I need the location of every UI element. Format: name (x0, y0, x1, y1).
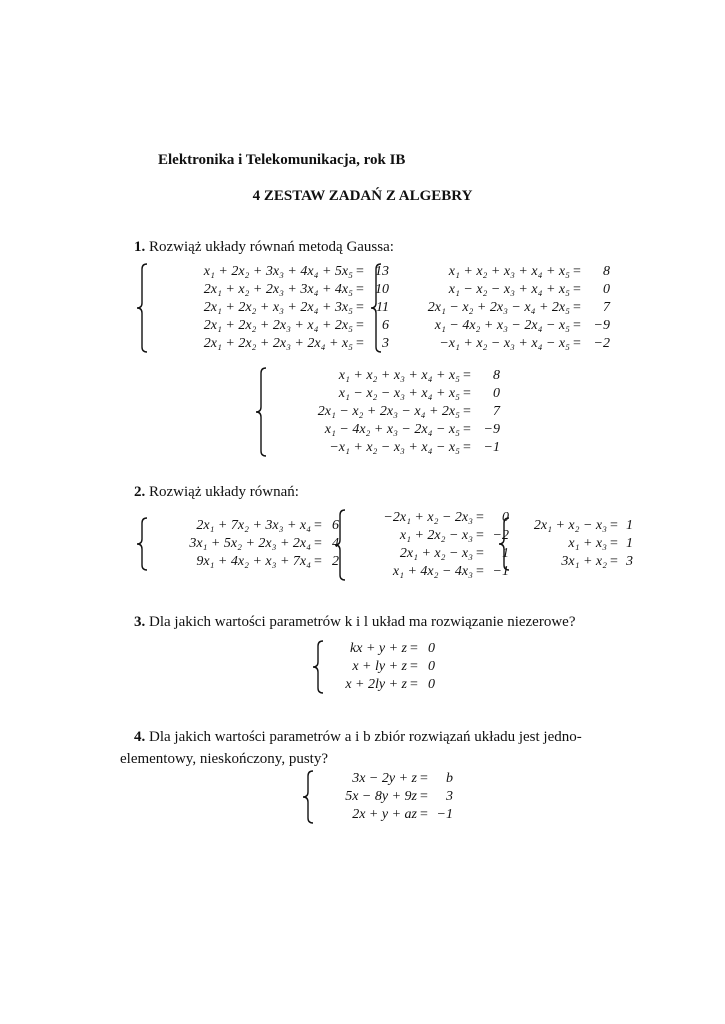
equation-rhs: 1 (626, 518, 633, 533)
equation-rhs: 1 (502, 546, 509, 561)
equals-sign: = (410, 677, 418, 692)
equation-list (387, 263, 610, 353)
left-brace-icon (136, 517, 149, 571)
equation-rhs: −9 (483, 422, 500, 437)
equation-rhs: 0 (493, 386, 500, 401)
system-2a (136, 517, 339, 571)
equation-list (319, 770, 453, 824)
equals-sign: = (573, 282, 581, 297)
equation-row (319, 788, 453, 806)
left-brace-icon (334, 509, 347, 581)
equals-sign: = (420, 771, 428, 786)
equation-lhs: kx + y + z (350, 641, 407, 656)
equation-rhs: −1 (483, 440, 500, 455)
equation-lhs: 2x₁ + 2x₂ + x₃ + 2x₄ + 3x₅ (203, 300, 353, 315)
equals-sign: = (420, 789, 428, 804)
equation-rhs: 13 (375, 264, 389, 279)
problem-number: 1. (134, 239, 146, 255)
equation-row (153, 299, 389, 317)
problem-2-statement (134, 481, 299, 503)
course-header: Elektronika i Telekomunikacja, rok IB (158, 152, 406, 168)
equation-rhs: 0 (428, 659, 435, 674)
equation-list (272, 367, 500, 457)
equation-row (387, 335, 610, 353)
problem-text-continuation: elementowy, nieskończony, pusty? (120, 751, 329, 767)
equation-rhs: b (446, 771, 453, 786)
equals-sign: = (463, 386, 471, 401)
equals-sign: = (356, 264, 364, 279)
left-brace-icon (370, 263, 383, 353)
system-2c (498, 517, 633, 571)
equals-sign: = (573, 300, 581, 315)
equation-lhs: 2x + y + az (352, 807, 417, 822)
equation-lhs: 2x₁ + x₂ − x₃ (399, 546, 473, 561)
equation-row (153, 553, 339, 571)
equation-rhs: −1 (436, 807, 453, 822)
problem-text: Rozwiąż układy równań metodą Gaussa: (149, 239, 394, 255)
equation-row (153, 335, 389, 353)
problem-number: 3. (134, 614, 146, 630)
equation-lhs: x + 2ly + z (345, 677, 407, 692)
system-1a (136, 263, 389, 353)
equation-row (319, 806, 453, 824)
equation-row (153, 535, 339, 553)
equation-row (329, 640, 435, 658)
equation-row (351, 545, 509, 563)
equation-lhs: −x₁ + x₂ − x₃ + x₄ − x₅ (329, 440, 460, 455)
page-title: 4 ZESTAW ZADAŃ Z ALGEBRY (252, 188, 473, 204)
equation-lhs: x₁ + x₂ + x₃ + x₄ + x₅ (338, 368, 460, 383)
equals-sign: = (356, 300, 364, 315)
left-brace-icon (136, 263, 149, 353)
equation-rhs: 0 (603, 282, 610, 297)
equation-row (319, 770, 453, 788)
equation-lhs: x + ly + z (352, 659, 407, 674)
equation-lhs: 2x₁ − x₂ + 2x₃ − x₄ + 2x₅ (427, 300, 570, 315)
equation-lhs: 3x₁ + 5x₂ + 2x₃ + 2x₄ (189, 536, 311, 551)
equation-row (351, 509, 509, 527)
problem-text: Rozwiąż układy równań: (149, 484, 299, 500)
problem-4-statement (120, 726, 614, 770)
equation-row (351, 563, 509, 581)
equation-rhs: 7 (603, 300, 610, 315)
equation-row (153, 263, 389, 281)
equation-lhs: x₁ + x₂ + x₃ + x₄ + x₅ (448, 264, 570, 279)
equation-lhs: 2x₁ + 2x₂ + 2x₃ + x₄ + 2x₅ (203, 318, 353, 333)
equation-rhs: 0 (428, 641, 435, 656)
equals-sign: = (410, 641, 418, 656)
equation-rhs: 2 (332, 554, 339, 569)
system-4 (302, 770, 453, 824)
equals-sign: = (573, 336, 581, 351)
equals-sign: = (463, 368, 471, 383)
left-brace-icon (255, 367, 268, 457)
equation-rhs: −2 (593, 336, 610, 351)
problem-number: 4. (134, 729, 146, 745)
equals-sign: = (314, 518, 322, 533)
equation-row (272, 439, 500, 457)
equation-row (351, 527, 509, 545)
equation-lhs: 3x₁ + x₂ (561, 554, 607, 569)
problem-text: Dla jakich wartości parametrów k i l układ ma rozwiązanie niezerowe? (149, 614, 576, 630)
equation-rhs: 4 (332, 536, 339, 551)
system-3 (312, 640, 435, 694)
equation-row (387, 263, 610, 281)
equation-lhs: x₁ − 4x₂ + x₃ − 2x₄ − x₅ (324, 422, 460, 437)
equation-lhs: 5x − 8y + 9z (345, 789, 417, 804)
equation-row (272, 421, 500, 439)
equation-rhs: 8 (493, 368, 500, 383)
equation-rhs: −1 (492, 564, 509, 579)
equals-sign: = (356, 336, 364, 351)
equals-sign: = (573, 264, 581, 279)
equation-row (515, 553, 633, 571)
system-1b (370, 263, 610, 353)
equation-lhs: x₁ − x₂ − x₃ + x₄ + x₅ (448, 282, 570, 297)
equation-lhs: 2x₁ + 2x₂ + 2x₃ + 2x₄ + x₅ (203, 336, 353, 351)
equation-lhs: 2x₁ + x₂ + 2x₃ + 3x₄ + 4x₅ (203, 282, 353, 297)
equation-row (387, 317, 610, 335)
equation-list (153, 263, 389, 353)
equation-lhs: 2x₁ − x₂ + 2x₃ − x₄ + 2x₅ (317, 404, 460, 419)
system-2b (334, 509, 509, 581)
equals-sign: = (463, 404, 471, 419)
equation-lhs: 2x₁ + x₂ − x₃ (533, 518, 607, 533)
equals-sign: = (410, 659, 418, 674)
equals-sign: = (476, 528, 484, 543)
equation-lhs: x₁ + 2x₂ − x₃ (399, 528, 473, 543)
equation-lhs: x₁ − 4x₂ + x₃ − 2x₄ − x₅ (434, 318, 570, 333)
equation-lhs: 9x₁ + 4x₂ + x₃ + 7x₄ (196, 554, 311, 569)
equals-sign: = (356, 318, 364, 333)
equals-sign: = (314, 554, 322, 569)
equation-list (515, 517, 633, 571)
equation-rhs: 10 (375, 282, 389, 297)
equation-row (153, 281, 389, 299)
equation-rhs: 3 (626, 554, 633, 569)
equation-row (329, 658, 435, 676)
equals-sign: = (610, 518, 618, 533)
equals-sign: = (420, 807, 428, 822)
equation-lhs: x₁ − x₂ − x₃ + x₄ + x₅ (338, 386, 460, 401)
equation-lhs: −2x₁ + x₂ − 2x₃ (383, 510, 473, 525)
equation-lhs: x₁ + 2x₂ + 3x₃ + 4x₄ + 5x₅ (203, 264, 353, 279)
equation-lhs: 3x − 2y + z (352, 771, 417, 786)
left-brace-icon (312, 640, 325, 694)
equals-sign: = (463, 422, 471, 437)
equation-rhs: 0 (428, 677, 435, 692)
equation-row (153, 317, 389, 335)
equals-sign: = (610, 554, 618, 569)
equals-sign: = (476, 564, 484, 579)
equation-lhs: −x₁ + x₂ − x₃ + x₄ − x₅ (439, 336, 570, 351)
equals-sign: = (463, 440, 471, 455)
equals-sign: = (573, 318, 581, 333)
equation-rhs: 7 (493, 404, 500, 419)
equals-sign: = (610, 536, 618, 551)
equation-rhs: 11 (376, 300, 389, 315)
equals-sign: = (476, 510, 484, 525)
equation-row (329, 676, 435, 694)
equation-row (387, 281, 610, 299)
equation-row (515, 535, 633, 553)
equation-rhs: −2 (492, 528, 509, 543)
problem-text: Dla jakich wartości parametrów a i b zbiór rozwiązań układu jest jedno- (149, 729, 582, 745)
equation-rhs: 3 (446, 789, 453, 804)
equation-row (515, 517, 633, 535)
equation-row (153, 517, 339, 535)
equation-list (351, 509, 509, 581)
equals-sign: = (314, 536, 322, 551)
equation-rhs: 3 (382, 336, 389, 351)
equals-sign: = (356, 282, 364, 297)
equation-list (153, 517, 339, 571)
equation-row (387, 299, 610, 317)
equation-lhs: x₁ + x₃ (568, 536, 607, 551)
equation-rhs: −9 (593, 318, 610, 333)
equation-rhs: 0 (502, 510, 509, 525)
problem-1-statement (134, 236, 394, 258)
equation-rhs: 6 (332, 518, 339, 533)
system-1c (255, 367, 500, 457)
equation-row (272, 385, 500, 403)
equation-lhs: x₁ + 4x₂ − 4x₃ (392, 564, 473, 579)
left-brace-icon (498, 517, 511, 571)
equation-row (272, 367, 500, 385)
equals-sign: = (476, 546, 484, 561)
equation-list (329, 640, 435, 694)
problem-3-statement (134, 611, 575, 633)
left-brace-icon (302, 770, 315, 824)
equation-rhs: 8 (603, 264, 610, 279)
problem-number: 2. (134, 484, 146, 500)
equation-row (272, 403, 500, 421)
equation-rhs: 6 (382, 318, 389, 333)
equation-lhs: 2x₁ + 7x₂ + 3x₃ + x₄ (196, 518, 311, 533)
equation-rhs: 1 (626, 536, 633, 551)
